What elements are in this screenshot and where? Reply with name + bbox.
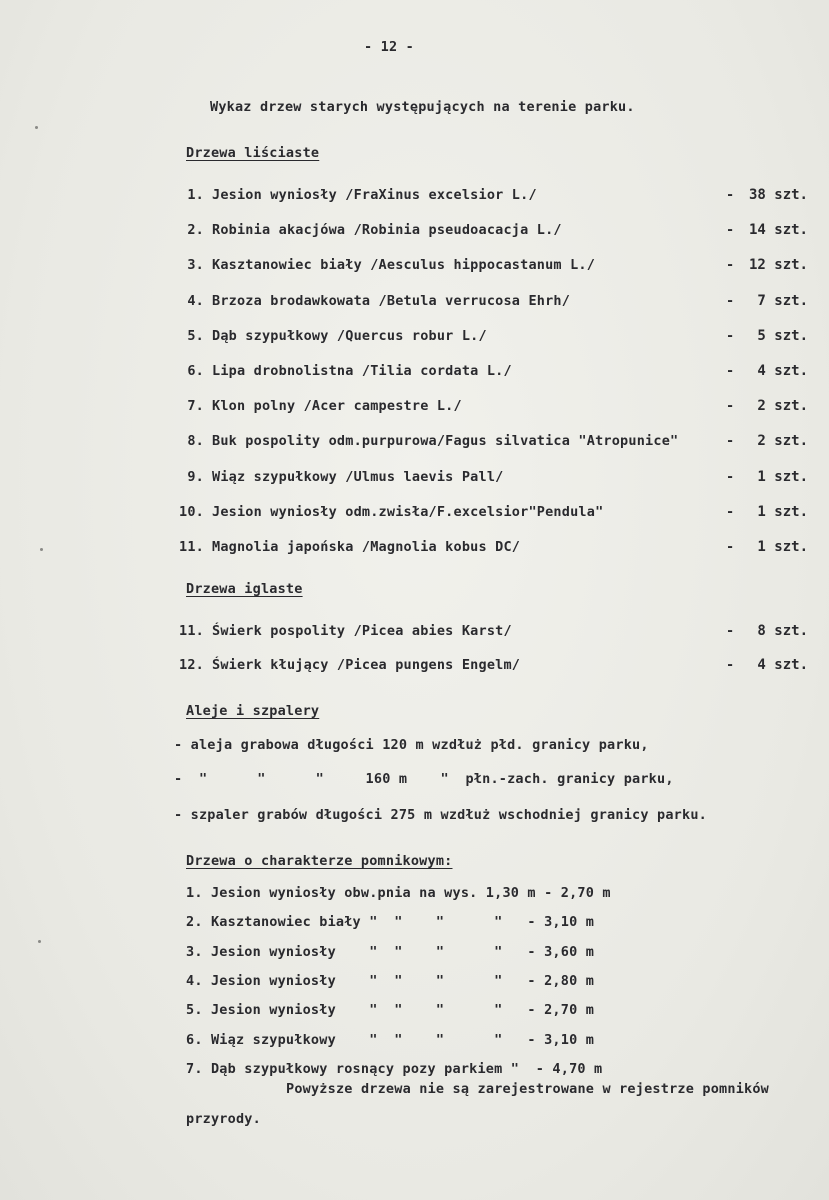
tree-species: Jesion wyniosły /FraXinus excelsior L./: [212, 187, 537, 203]
section-heading-deciduous: Drzewa liściaste: [186, 145, 320, 161]
item-number: 2.: [187, 222, 204, 239]
item-dash: -: [726, 398, 735, 415]
monument-tree-row: 5. Jesion wyniosły " " " " - 2,70 m: [186, 1002, 595, 1019]
tree-species: Kasztanowiec biały /Aesculus hippocastanum L./: [212, 257, 596, 274]
item-dash: -: [726, 327, 735, 344]
monument-tree-row: 2. Kasztanowiec biały " " " " - 3,10 m: [186, 914, 595, 931]
item-quantity: 7 szt.: [757, 292, 808, 309]
item-quantity: 2 szt.: [757, 398, 808, 415]
item-dash: -: [726, 539, 735, 555]
tree-species: Wiąz szypułkowy /Ulmus laevis Pall/: [212, 468, 504, 485]
monument-tree-row: 7. Dąb szypułkowy rosnący pozy parkiem " - 4,70 m: [186, 1060, 603, 1077]
alley-line: - aleja grabowa długości 120 m wzdłuż płd. granicy parku,: [174, 737, 649, 753]
item-quantity: 1 szt.: [757, 468, 808, 485]
item-dash: -: [726, 433, 735, 450]
item-dash: -: [726, 292, 735, 309]
scan-speck: [38, 940, 41, 943]
item-dash: -: [726, 187, 735, 203]
item-number: 5.: [187, 327, 204, 344]
document-title: Wykaz drzew starych występujących na terenie parku.: [210, 99, 635, 115]
item-dash: -: [726, 503, 735, 520]
section-heading-conifers: Drzewa iglaste: [186, 581, 303, 597]
item-number: 10.: [179, 503, 204, 520]
tree-species: Klon polny /Acer campestre L./: [212, 398, 462, 415]
item-number: 8.: [187, 433, 204, 450]
monument-tree-row: 6. Wiąz szypułkowy " " " " - 3,10 m: [186, 1031, 595, 1048]
closing-note-line-2: przyrody.: [186, 1111, 261, 1127]
item-quantity: 14 szt.: [748, 222, 808, 239]
tree-species: Brzoza brodawkowata /Betula verrucosa Ehrh/: [212, 292, 571, 309]
tree-species: Jesion wyniosły odm.zwisła/F.excelsior"Pendula": [212, 503, 604, 520]
item-quantity: 4 szt.: [757, 657, 808, 673]
item-number: 3.: [187, 257, 204, 274]
tree-species: Lipa drobnolistna /Tilia cordata L./: [212, 363, 512, 379]
tree-species: Robinia akacjówa /Robinia pseudoacacja L./: [212, 222, 562, 239]
item-number: 12.: [179, 657, 204, 673]
closing-note-line-1: Powyższe drzewa nie są zarejestrowane w rejestrze pomników: [286, 1081, 770, 1097]
monument-tree-row: 3. Jesion wyniosły " " " " - 3,60 m: [186, 943, 595, 960]
tree-species: Magnolia japońska /Magnolia kobus DC/: [212, 539, 521, 555]
item-quantity: 38 szt.: [748, 187, 808, 203]
item-quantity: 2 szt.: [757, 433, 808, 450]
item-number: 7.: [187, 398, 204, 415]
item-number: 6.: [187, 363, 204, 379]
scan-speck: [35, 126, 38, 129]
item-dash: -: [726, 657, 735, 673]
alley-line: - " " " 160 m " płn.-zach. granicy parku,: [174, 771, 674, 787]
scan-speck: [40, 548, 43, 551]
tree-species: Dąb szypułkowy /Quercus robur L./: [212, 327, 487, 344]
item-dash: -: [726, 222, 735, 239]
item-dash: -: [726, 363, 735, 379]
item-quantity: 12 szt.: [748, 257, 808, 274]
monument-tree-row: 1. Jesion wyniosły obw.pnia na wys. 1,30 m - 2,70 m: [186, 885, 611, 901]
item-number: 9.: [187, 468, 204, 485]
item-quantity: 4 szt.: [757, 363, 808, 379]
item-dash: -: [726, 257, 735, 274]
item-quantity: 8 szt.: [757, 623, 808, 639]
page-number: - 12 -: [364, 39, 414, 55]
tree-species: Świerk pospolity /Picea abies Karst/: [212, 623, 512, 639]
item-dash: -: [726, 468, 735, 485]
item-quantity: 5 szt.: [757, 327, 808, 344]
item-number: 1.: [187, 187, 204, 203]
monument-tree-row: 4. Jesion wyniosły " " " " - 2,80 m: [186, 972, 595, 989]
alley-line: - szpaler grabów długości 275 m wzdłuż wschodniej granicy parku.: [174, 807, 707, 823]
item-number: 4.: [187, 292, 204, 309]
tree-species: Buk pospolity odm.purpurowa/Fagus silvatica "Atropunice": [212, 433, 679, 450]
item-quantity: 1 szt.: [757, 503, 808, 520]
tree-species: Świerk kłujący /Picea pungens Engelm/: [212, 657, 521, 673]
item-number: 11.: [179, 539, 204, 555]
item-number: 11.: [179, 623, 204, 639]
item-dash: -: [726, 623, 735, 639]
section-heading-alleys: Aleje i szpalery: [186, 703, 320, 719]
section-heading-monuments: Drzewa o charakterze pomnikowym:: [186, 853, 453, 869]
item-quantity: 1 szt.: [757, 539, 808, 555]
